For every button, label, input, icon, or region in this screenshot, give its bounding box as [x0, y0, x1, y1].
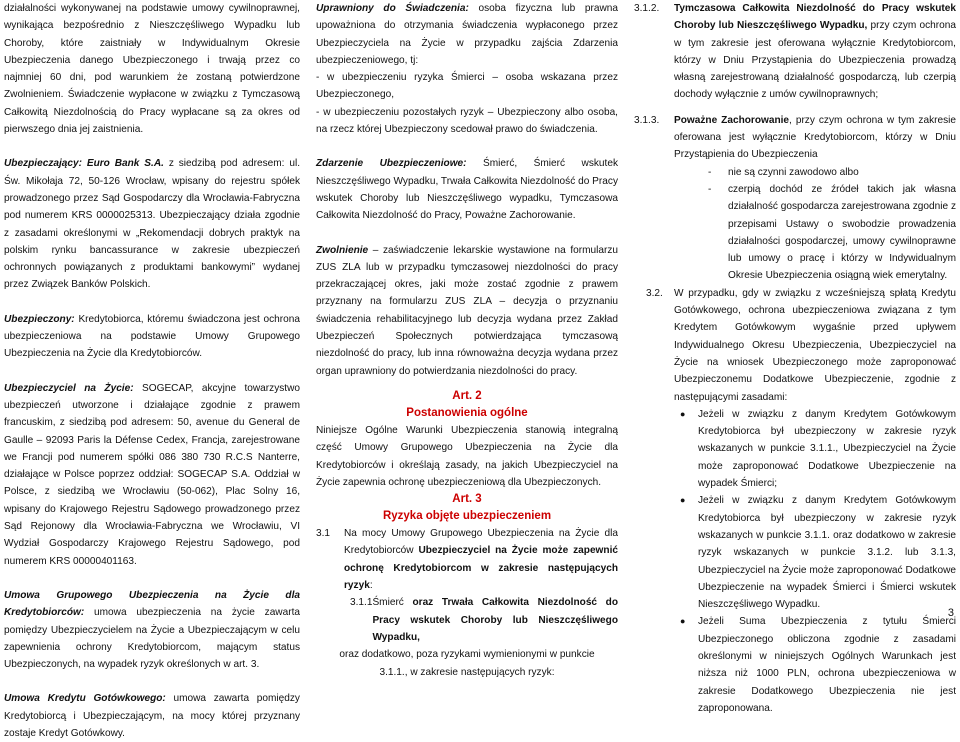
definition-text: umowa ubezpieczenia na życie zawarta pomiędzy Ubezpieczycielem na Życie a Ubezpieczającym w celu zapewnienia ochrony Kredytobiorcom, mającym status Ubezpieczonych, na wypadek ryzyk określonych w art. 3. — [4, 607, 300, 671]
dash-item-smierc: - w ubezpieczeniu ryzyka Śmierci – osoba wskazana przez Ubezpieczonego, — [316, 72, 618, 101]
definition-text: SOGECAP, akcyjne towarzystwo ubezpieczeń utworzone i działające zgodnie z prawem francuskim, z siedzibą pod adresem: 50, avenue du General de Gaulle – 92093 Paris la Défense Cedex, Francja, zarejestrowane we Francji pod numerem spółki 086 380 730 R.C.S Nanterre, działające w Polsce poprzez oddział: SOGECAP S.A. Oddział w Polsce, z siedzibą we Wrocławiu (50-062), Plac Solny 16, wpisany do Krajowego Rejestru Sądowego prowadzonego przez Sąd Rejonowy dla Wrocławia-Fabryczna we Wrocławiu, VI Wydział Gospodarczy Krajowego Rejestru Sądowego, pod numerem KRS 00000401163. — [4, 382, 301, 567]
paragraph-ttcnp-definition-end: działalności wykonywanej na podstawie umowy cywilnoprawnej, wynikająca bezpośrednio z Nieszczęśliwego Wypadku lub Choroby, które zaistniały w Indywidualnym Okresie Ubezpieczenia danego Ubezpieczonego i trwają przez co najmniej 60 dni, pod warunkiem że zostaną potwierdzone Zwolnieniem. Świadczenie wypłacone w związku z Tymczasową Całkowitą Niezdolnością do Pracy wypłacane są za okres od pierwszego dnia jej zaistnienia. — [4, 3, 300, 136]
section-3-1-3 — [634, 112, 956, 164]
term-zdarzenie: Zdarzenie Ubezpieczeniowe: — [316, 158, 467, 170]
article-3-title: Art. 3 — [452, 493, 482, 506]
bullet-icon: ● — [680, 408, 686, 419]
definition-text: umowa zawarta pomiędzy Kredytobiorcą i Ubezpieczającym, na mocy której przyznany zostaje Kredyt Gotówkowy. — [4, 693, 300, 739]
dash-marker: - — [708, 166, 712, 178]
section-text-bold: oraz Trwała Całkowita Niezdolność do Pracy wskutek Choroby lub Nieszczęśliwego Wypadku, — [372, 597, 618, 643]
section-text-plain: Na mocy Umowy Grupowego Ubezpieczenia na Życie dla Kredytobiorców — [344, 528, 618, 557]
definition-umowa-kredytu — [4, 690, 300, 742]
definition-ubezpieczajacy — [4, 155, 300, 293]
term-uprawniony: Uprawniony do Świadczenia: — [316, 3, 469, 14]
definition-text: – zaświadczenie lekarskie wystawione na formularzu ZUS ZLA lub w przypadku tymczasowej niezdolności do pracy przekraczającej okres, jaki może zostać zgodnie z prawem przyznany na formularzu ZUS ZLA – decyzja o przyznaniu świadczenia rehabilitacyjnego lub decyzja wydana przez Zakład Ubezpieczeń Społecznych potwierdzająca tymczasową niezdolność do pracy, lub inna równoważna decyzja wydana przez organ uprawniony do potwierdzania niezdolności do pracy. — [316, 244, 618, 377]
section-3-1 — [316, 525, 618, 594]
article-3-subtitle: Ryzyka objęte ubezpieczeniem — [382, 510, 552, 523]
section-text — [674, 112, 956, 164]
column-left — [4, 0, 300, 742]
article-2-text: Niniejsze Ogólne Warunki Ubezpieczenia stanowią integralną część Umowy Grupowego Ubezpieczenia na Życie dla Kredytobiorców i określają zasady, na jakich Ubezpieczyciel na Życie zapewnia ochronę ubezpieczeniową dla Ubezpieczonych. — [316, 424, 618, 488]
section-text-bold: Ubezpieczyciel na Życie może zapewnić ochronę Kredytobiorcom w zakresie następujących ryzyk — [344, 545, 618, 592]
section-3-2 — [646, 285, 956, 406]
bullet-icon: ● — [680, 495, 686, 506]
section-text-plain: przy czym ochrona w tym zakresie jest oferowana wyłącznie Kredytobiorcom, którzy w Dniu Przystąpienia do Ubezpieczenia prowadzą własną zarejestrowaną działalność gospodarczą, lub czerpią dochody wyłącznie z umów cywilnoprawnych; — [674, 20, 956, 101]
section-3-1-1-continuation: oraz dodatkowo, poza ryzykami wymienionymi w punkcie — [339, 649, 595, 661]
definition-umowa-grupowa — [4, 587, 300, 673]
bullet-item-3 — [680, 613, 956, 717]
section-text-colon: : — [369, 580, 373, 592]
section-text — [344, 525, 618, 594]
section-term: Tymczasowa Całkowita Niezdolność do Pracy wskutek Choroby lub Nieszczęśliwego Wypadku, — [674, 3, 956, 32]
bullet-icon: ● — [680, 616, 686, 627]
bullet-text: Jeżeli w związku z danym Kredytem Gotówkowym Kredytobiorca był ubezpieczony w zakresie ryzyk wskazanych w punkcie 3.1.1. oraz dodatkowo w zakresie ryzyk wskazanych w punkcie 3.1.2. lub 3.1.3, Ubezpieczyciel na Życie może zaproponować Dodatkowe Ubezpieczenie na wypadek Śmierci i Śmierci wskutek Nieszczęśliwego Wypadku. — [698, 495, 956, 611]
section-3-1-1 — [350, 594, 618, 646]
dash-item-text: czerpią dochód ze źródeł takich jak własna działalność gospodarcza zarejestrowana zgodnie z przepisami Ustawy o swobodzie prowadzenia działalności gospodarczej, umowy cywilnoprawne lub umowy o pracę i którzy w Indywidualnym Okresie Ubezpieczenia osiągną wiek emerytalny. — [728, 183, 956, 282]
dash-item-text: nie są czynni zawodowo albo — [728, 166, 859, 178]
dash-item-pozostale: - w ubezpieczeniu pozostałych ryzyk – Ubezpieczony albo osoba, na rzecz której Ubezpieczony scedował prawo do świadczenia. — [316, 106, 618, 136]
definition-zdarzenie — [316, 155, 618, 224]
section-number: 3.1.1 — [350, 597, 373, 609]
section-term: Poważne Zachorowanie — [674, 114, 790, 126]
definition-ubezpieczony — [4, 311, 300, 363]
column-right — [634, 0, 956, 717]
dash-item-nieczynni — [708, 164, 956, 181]
section-number: 3.1 — [316, 528, 331, 540]
term-umowa-grupowa: Umowa Grupowego Ubezpieczenia na Życie dla Kredytobiorców: — [4, 589, 300, 619]
definition-text: Śmierć, Śmierć wskutek Nieszczęśliwego Wypadku, Trwała Całkowita Niezdolność do Pracy wskutek Choroby lub Nieszczęśliwego wypadku, Tymczasowa Całkowita Niezdolność do Pracy, Poważne Zachorowanie. — [316, 158, 619, 222]
definition-text: osoba fizyczna lub prawna upoważniona do otrzymania świadczenia wypłaconego przez Ubezpieczyciela na Życie w przypadku zajścia Zdarzenia ubezpieczeniowego, tj: — [316, 3, 618, 66]
section-text — [674, 0, 956, 104]
dash-marker: - — [708, 183, 712, 195]
term-ubezpieczyciel: Ubezpieczyciel na Życie: — [4, 382, 134, 394]
term-ubezpieczajacy: Ubezpieczający: Euro Bank S.A. — [4, 158, 164, 170]
section-number: 3.1.3. — [634, 114, 660, 126]
term-umowa-kredytu: Umowa Kredytu Gotówkowego: — [4, 693, 166, 705]
definition-uprawniony — [316, 0, 618, 69]
section-3-1-1-continuation-2: 3.1.1., w zakresie następujących ryzyk: — [379, 666, 555, 678]
definition-text: z siedzibą pod adresem: ul. Św. Mikołaja 72, 50-126 Wrocław, wpisany do rejestru spółek prowadzonego przez Sąd Gospodarczy dla Wrocławia-Fabryczna pod numerem KRS 0000025313. Ubezpieczający działa zgodnie z zasadami określonymi w „Rekomendacji dobrych praktyk na polskim rynku bancassurance w zakresie ubezpieczeń ochronnych powiązanych z produktami bankowymi” wydanej przez Związek Banków Polskich. — [4, 158, 300, 291]
dash-item-dochod — [708, 181, 956, 285]
section-text-plain: , przy czym ochrona w tym zakresie oferowana jest wyłącznie Kredytobiorcom, którzy w Dniu Przystąpienia do Ubezpieczenia — [674, 114, 956, 161]
definition-text: Kredytobiorca, któremu świadczona jest ochrona ubezpieczeniowa na podstawie Umowy Grupowego Ubezpieczenia na Życie dla Kredytobiorców. — [4, 313, 300, 360]
section-text — [372, 594, 618, 646]
section-text-plain: Śmierć — [372, 597, 413, 609]
term-zwolnienie: Zwolnienie — [316, 244, 369, 256]
bullet-text: Jeżeli Suma Ubezpieczenia z tytułu Śmierci Ubezpieczonego obliczona zgodnie z zasadami określonymi w niniejszych Ogólnych Warunkach jest niższa niż 1000 PLN, ochrona ubezpieczeniowa w zakresie Dodatkowego Ubezpieczenia nie jest zaproponowana. — [698, 616, 956, 714]
section-number: 3.2. — [646, 287, 663, 299]
bullet-text: Jeżeli w związku z danym Kredytem Gotówkowym Kredytobiorca był ubezpieczony w zakresie ryzyk wskazanych w punkcie 3.1.1., Ubezpieczyciel na Życie może zaproponować Dodatkowe Ubezpieczenie na wypadek Śmierci; — [698, 408, 956, 490]
article-2-subtitle: Postanowienia ogólne — [406, 406, 528, 419]
bullet-item-2 — [680, 492, 956, 613]
column-middle — [316, 0, 618, 681]
section-3-1-2 — [634, 0, 956, 104]
section-number: 3.1.2. — [634, 3, 660, 14]
definition-ubezpieczyciel — [4, 380, 300, 570]
definition-zwolnienie — [316, 242, 618, 380]
page-number: 3 — [947, 606, 954, 619]
article-2-title: Art. 2 — [452, 389, 482, 402]
section-text: W przypadku, gdy w związku z wcześniejszą spłatą Kredytu Gotówkowego, ochrona ubezpieczeniowa związana z tym Kredytem Gotówkowym wygaśnie przed upływem Indywidualnego Okresu Ubezpieczenia, Ubezpieczyciel na Życie na wniosek Ubezpieczonego może zaproponować Ubezpieczonemu Dodatkowe Ubezpieczenie, zgodnie z następującymi zasadami: — [674, 287, 956, 403]
term-ubezpieczony: Ubezpieczony: — [4, 313, 75, 325]
bullet-item-1 — [680, 406, 956, 492]
